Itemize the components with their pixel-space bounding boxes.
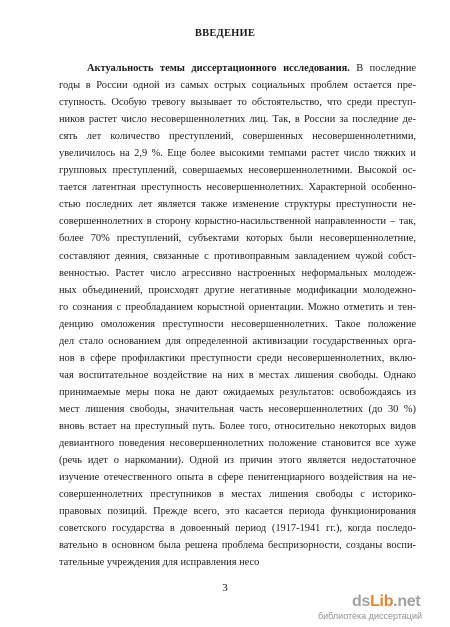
paragraph-line: го сознания с преобладанием корыстной ориентации. Можно отметить и тен- — [59, 301, 416, 313]
logo-ds-text: ds — [352, 593, 371, 610]
paragraph-line: дел стало основанием для определенной активизации государственных орга- — [59, 335, 416, 347]
paragraph-line: чая воспитательное воздействие на них в местах лишения свободы. Однако — [59, 369, 416, 381]
page-title: ВВЕДЕНИЕ — [194, 28, 256, 39]
paragraph-line: стью последних лет является также изменение структуры преступности не- — [59, 199, 416, 211]
lead-phrase: Актуальность темы диссертационного исследования. — [87, 63, 350, 74]
watermark-logo — [352, 594, 420, 610]
logo-lib-text: Lib — [370, 593, 394, 610]
paragraph-line: изучение отечественного опыта в сфере пенитенциарного воздействия на не- — [59, 472, 416, 484]
paragraph-line: тательные учреждения для исправления несо — [59, 557, 260, 569]
paragraph-line: совершеннолетних преступников в местах лишения свободы с историко- — [59, 489, 416, 501]
paragraph-line: ников растет число несовершеннолетних лиц. Так, в России за последние де- — [59, 114, 416, 126]
paragraph-line — [59, 60, 416, 77]
paragraph-line: венностью. Растет число агрессивно настроенных неформальных молодеж- — [59, 267, 416, 279]
paragraph-line-text: В последние — [349, 63, 416, 74]
watermark-tagline: библиотека диссертаций — [318, 611, 423, 621]
paragraph-line: принимаемые меры пока не дают ожидаемых результатов: освобождаясь из — [59, 386, 416, 398]
paragraph-line: увеличилось на 2,9 %. Еще более высокими темпами растет число тяжких и — [59, 148, 416, 160]
paragraph-line: девиантного поведения несовершеннолетних положение становится все хуже — [59, 438, 416, 450]
watermark[interactable] — [314, 593, 444, 624]
paragraph-line: нов в сфере профилактики преступности среди несовершеннолетних, вклю- — [59, 352, 416, 364]
paragraph-line: совершеннолетних в сторону корыстно-насильственной направленности – так, — [59, 216, 416, 228]
paragraph-line: правовых позиций. Прежде всего, это касается периода функционирования — [59, 506, 416, 518]
paragraph-line: советского государства в довоенный период (1917-1941 гг.), когда последо- — [59, 523, 416, 535]
paragraph-line: тается латентная преступность несовершеннолетних. Характерной особенно- — [59, 182, 416, 194]
body-paragraph — [59, 60, 416, 571]
paragraph-line: ступность. Особую тревогу вызывает то обстоятельство, что среди преступ- — [59, 97, 416, 109]
paragraph-line: более 70% преступлений, субъектами которых были несовершеннолетние, — [59, 233, 416, 245]
logo-net-text: .net — [393, 593, 421, 610]
paragraph-line: денцию омоложения преступности несовершеннолетних. Такое положение — [59, 318, 416, 330]
paragraph-line: вательно в основном была решена проблема беспризорности, созданы воспи- — [59, 540, 416, 552]
paragraph-line: годы в России одной из самых острых социальных проблем остается пре- — [59, 80, 416, 92]
paragraph-line: групповых преступлений, совершаемых несовершеннолетними. Высокой ос- — [59, 165, 416, 177]
paragraph-line: составляют деяния, связанные с противоправным завладением чужой собст- — [59, 250, 416, 262]
paragraph-line: (речь идет о наркомании). Одной из причин этого является недостаточное — [59, 455, 416, 467]
page-number: 3 — [222, 582, 228, 594]
paragraph-line: ных объединений, происходят другие негативные модификации молодежно- — [59, 284, 416, 296]
paragraph-line: вновь встает на преступный путь. Более того, относительно некоторых видов — [59, 420, 416, 432]
paragraph-line: сять лет количество преступлений, совершенных несовершеннолетними, — [59, 131, 416, 143]
paragraph-line: мест лишения свободы, значительная часть несовершеннолетних (до 30 %) — [59, 403, 416, 415]
